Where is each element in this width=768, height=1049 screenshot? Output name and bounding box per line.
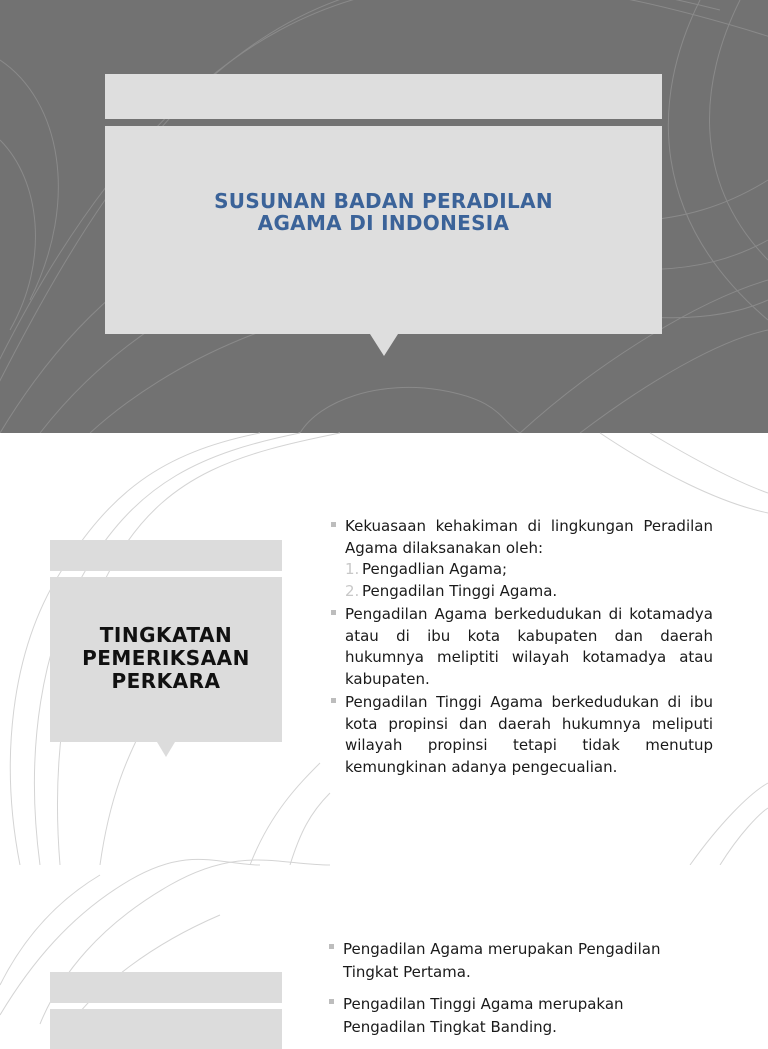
section-title [50,624,282,693]
section-title-line: PEMERIKSAAN [82,646,250,670]
section-title-line: TINGKATAN [99,623,233,647]
bullet-text: Pengadilan Agama merupakan Pengadilan Tingkat Pertama. [343,940,661,981]
numbered-item [345,559,713,581]
bullet-item [327,993,707,1039]
item-number: 2. [345,581,360,600]
title-slide [0,0,768,433]
bullet-item [327,938,707,984]
bullet-text: Pengadilan Tinggi Agama merupakan Pengadilan Tingkat Banding. [343,995,624,1036]
slide-title-line: AGAMA DI INDONESIA [257,211,510,235]
item-text: Pengadlian Agama; [362,560,508,578]
section-title-panel [50,1009,282,1049]
section-top-bar [50,972,282,1003]
content-slide [0,433,768,865]
item-number: 1. [345,560,360,578]
bullet-text: Kekuasaan kehakiman di lingkungan Peradilan Agama dilaksanakan oleh: [345,517,713,557]
bullet-item [329,604,713,690]
numbered-list [329,559,713,602]
slide-title-line: SUSUNAN BADAN PERADILAN [214,189,553,213]
bullet-text: Pengadilan Agama berkedudukan di kotamadya atau di ibu kota kabupaten dan daerah hukumnya meliptiti wilayah kotamadya atau kabupaten. [345,605,713,688]
section-panel-pointer [157,742,175,757]
content-slide [0,865,768,1036]
section-title-line: PERKARA [111,669,221,693]
bullet-item [329,516,713,559]
title-panel-pointer [370,334,398,356]
section-top-bar [50,540,282,571]
bullet-text: Pengadilan Tinggi Agama berkedudukan di ibu kota propinsi dan daerah hukumnya meliputi wilayah propinsi tetapi tidak menutup kemungkinan adanya pengecualian. [345,693,713,776]
item-text: Pengadilan Tinggi Agama. [362,581,558,600]
bullet-item [329,692,713,778]
slide-title [105,190,662,234]
bullet-list [327,938,707,1039]
title-top-bar [105,74,662,119]
bullet-list [329,516,713,778]
numbered-item [345,581,713,603]
